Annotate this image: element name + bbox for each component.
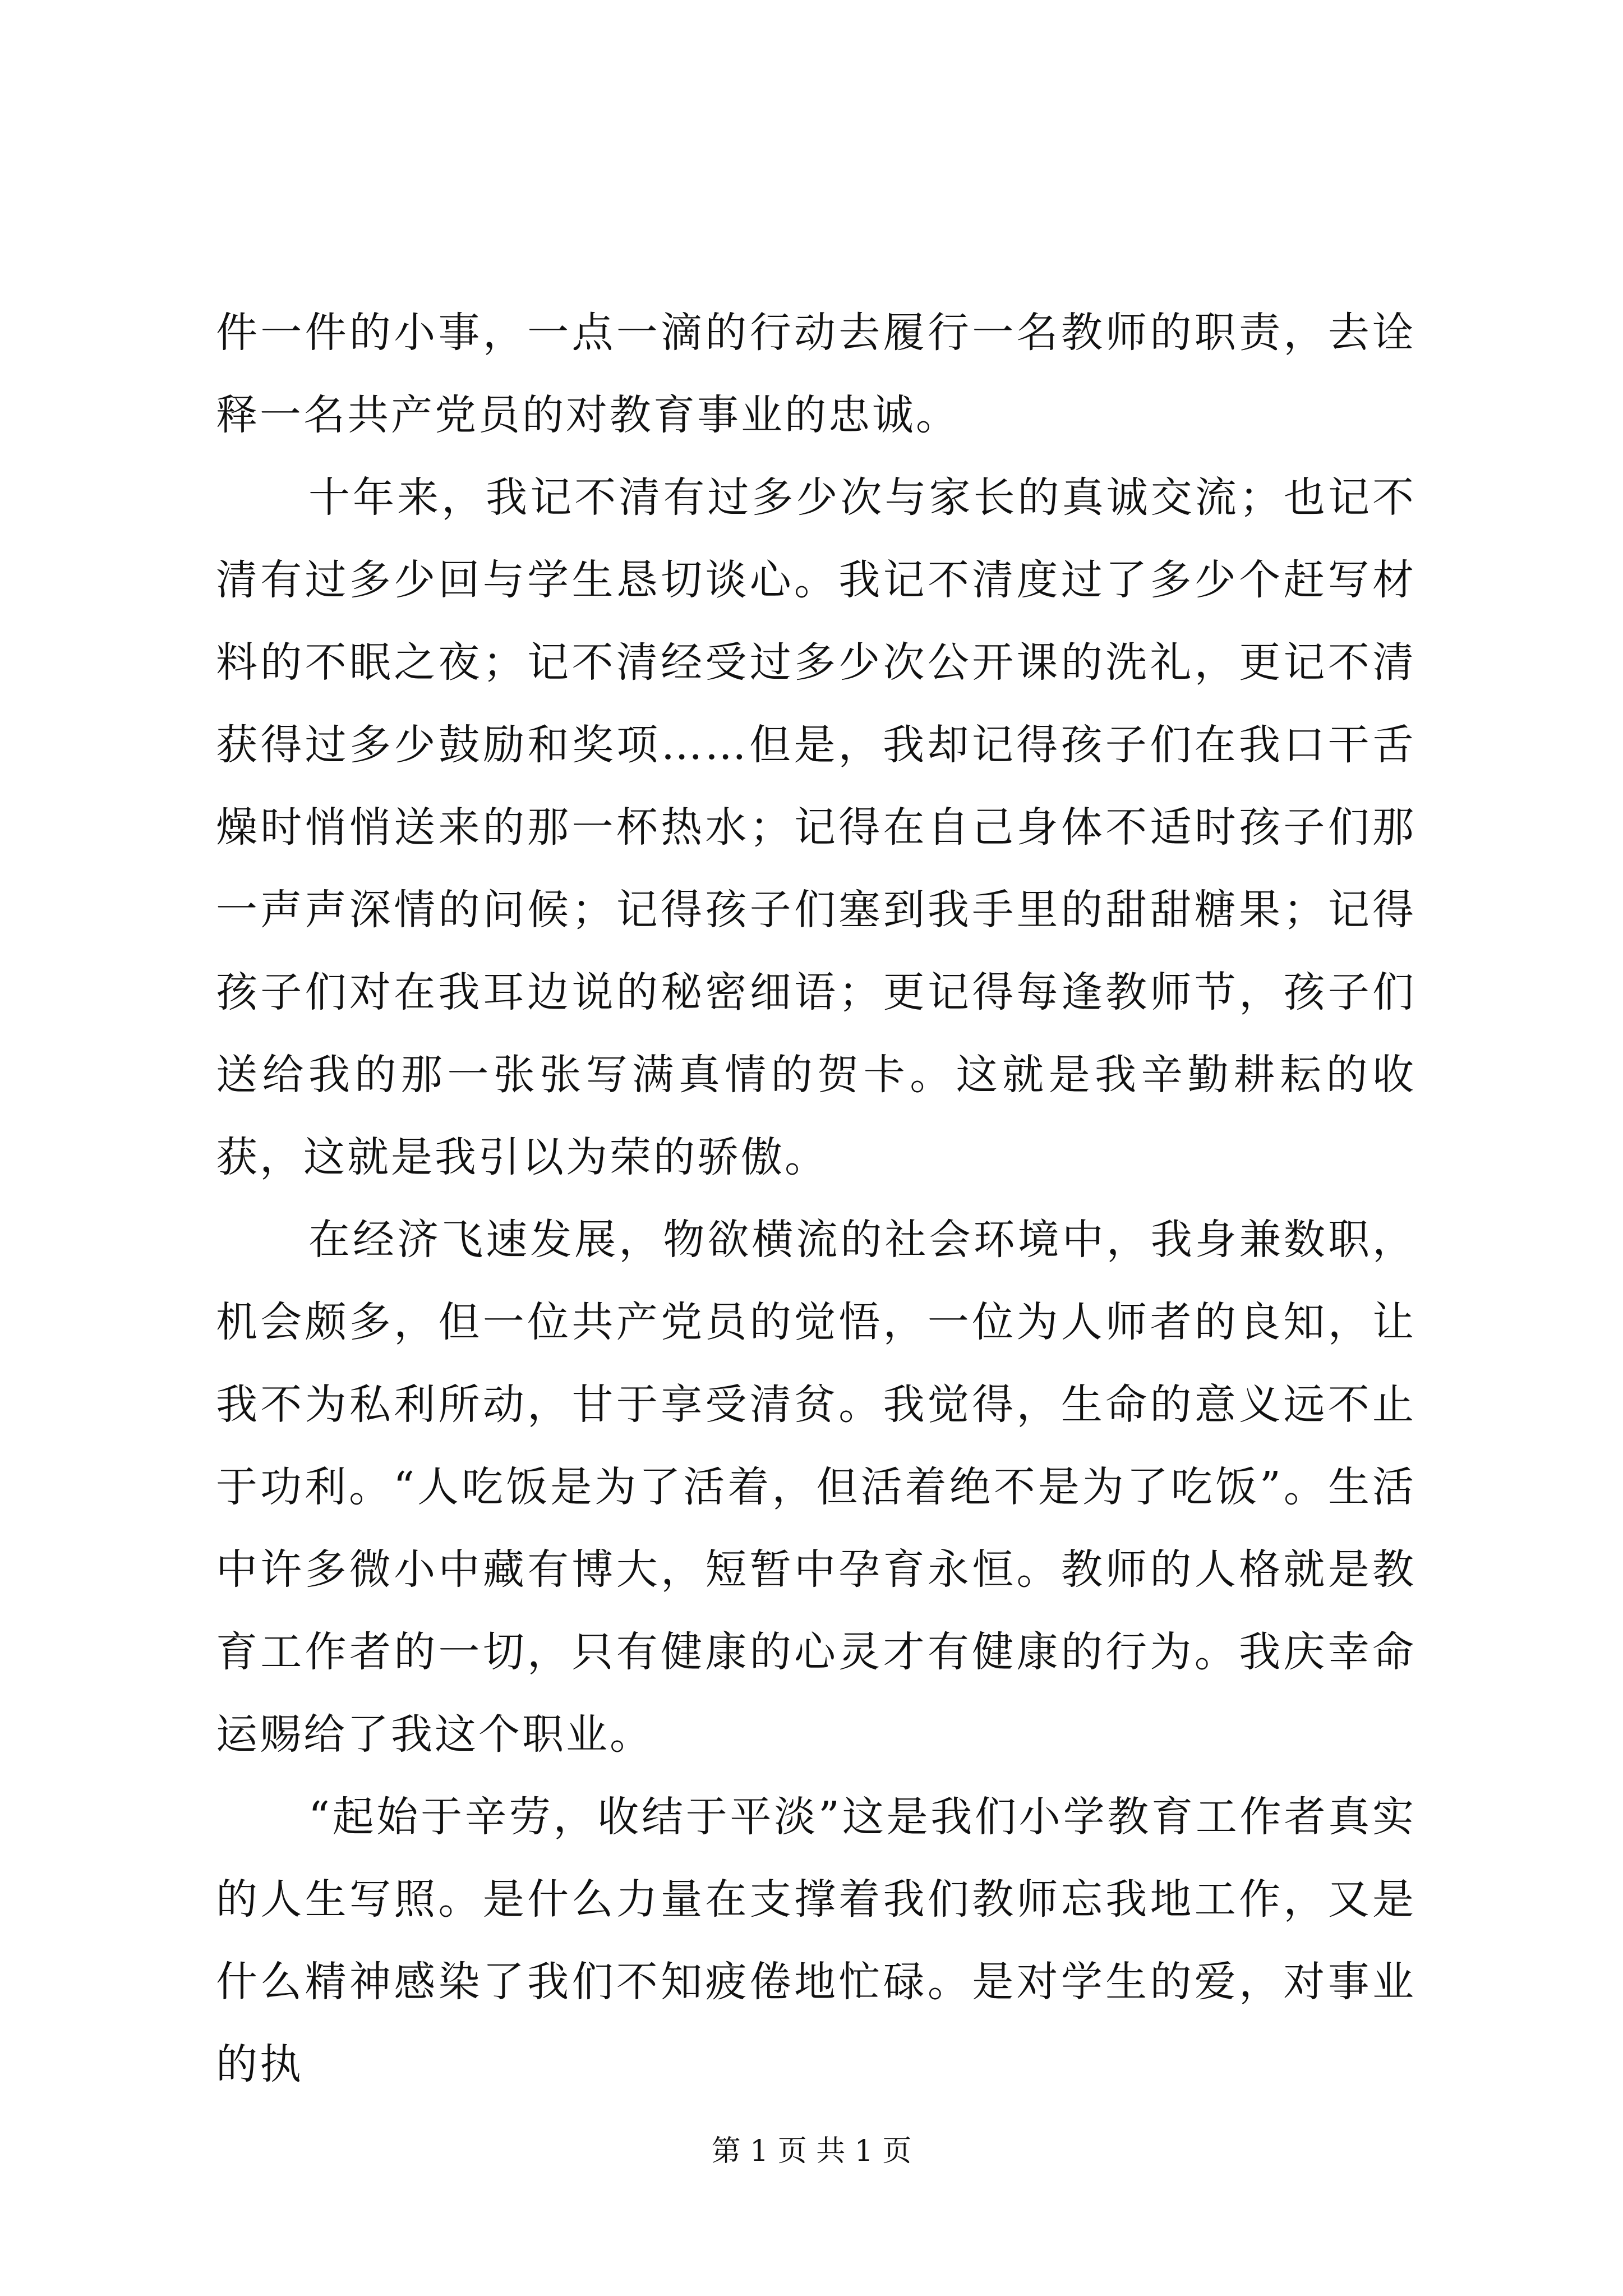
page-footer: 第 1 页 共 1 页 <box>711 2134 912 2168</box>
paragraph-continuation: 件一件的小事，一点一滴的行动去履行一名教师的职责，去诠释一名共产党员的对教育事业的忠诚。 <box>216 309 1416 439</box>
paragraph-dedication: “起始于辛劳，收结于平淡”这是我们小学教育工作者真实的人生写照。是什么力量在支撑着我们教师忘我地工作，又是什么精神感染了我们不知疲倦地忙碌。是对学生的爱，对事业的执 <box>216 1793 1416 2088</box>
paragraph-values: 在经济飞速发展，物欲横流的社会环境中，我身兼数职，机会颇多，但一位共产党员的觉悟，一位为人师者的良知，让我不为私利所动，甘于享受清贫。我觉得，生命的意义远不止于功利。“人吃饭是为了活着，但活着绝不是为了吃饭”。生活中许多微小中藏有博大，短暂中孕育永恒。教师的人格就是教育工作者的一切，只有健康的心灵才有健康的行为。我庆幸命运赐给了我这个职业。 <box>216 1216 1416 1759</box>
body-text <box>216 292 1416 2106</box>
paragraph-memories: 十年来，我记不清有过多少次与家长的真诚交流；也记不清有过多少回与学生恳切谈心。我记不清度过了多少个赶写材料的不眠之夜；记不清经受过多少次公开课的洗礼，更记不清获得过多少鼓励和奖项……但是，我却记得孩子们在我口干舌燥时悄悄送来的那一杯热水；记得在自己身体不适时孩子们那一声声深情的问候；记得孩子们塞到我手里的甜甜糖果；记得孩子们对在我耳边说的秘密细语；更记得每逢教师节，孩子们送给我的那一张张写满真情的贺卡。这就是我辛勤耕耘的收获，这就是我引以为荣的骄傲。 <box>216 473 1416 1181</box>
